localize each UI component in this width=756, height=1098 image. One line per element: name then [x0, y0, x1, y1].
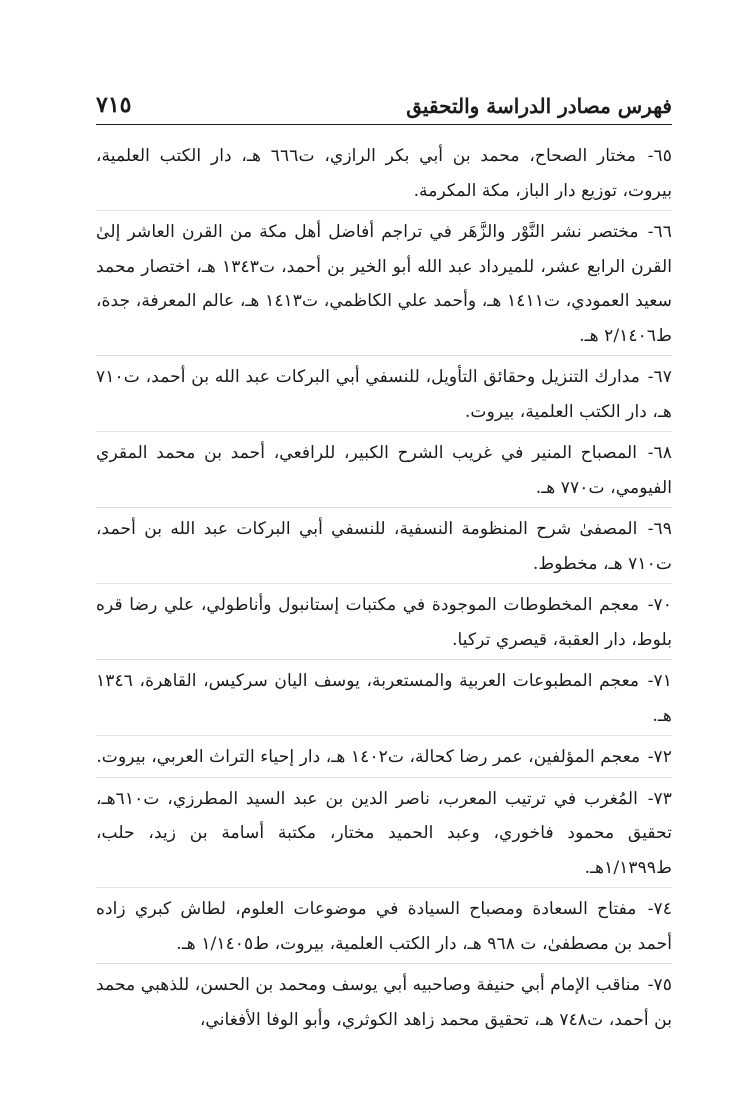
entry-number: ٧٢-: [647, 747, 672, 767]
bibliography-entry: [96, 777, 672, 888]
bibliography-list: [96, 135, 672, 1039]
entry-number: ٦٩-: [647, 519, 672, 539]
bibliography-entry: [96, 210, 672, 355]
bibliography-entry: [96, 355, 672, 431]
bibliography-entry: [96, 887, 672, 963]
entry-text: مختصر نشر النَّوْر والزَّهَر في تراجم أفاضل أهل مكة من القرن العاشر إلىٰ القرن الرابع عشر، للميرداد عبد الله أبو الخير بن أحمد، ت١٣٤٣ هـ، اختصار محمد سعيد العمودي، ت١٤١١ هـ، وأحمد علي الكاظمي، ت١٤١٣ هـ، عالم المعرفة، جدة، ط٢/١٤٠٦ هـ.: [96, 222, 672, 346]
page-header: [96, 84, 672, 125]
entry-text: المصباح المنير في غريب الشرح الكبير، للرافعي، أحمد بن محمد المقري الفيومي، ت٧٧٠ هـ.: [96, 443, 672, 498]
bibliography-entry: [96, 583, 672, 659]
page-number: ٧١٥: [96, 92, 132, 118]
entry-text: مفتاح السعادة ومصباح السيادة في موضوعات العلوم، لطاش كبري زاده أحمد بن مصطفىٰ، ت ٩٦٨ هـ، دار الكتب العلمية، بيروت، ط١/١٤٠٥ هـ.: [96, 899, 672, 954]
bibliography-entry: [96, 659, 672, 735]
entry-number: ٧٥-: [647, 975, 672, 995]
entry-text: المصفىٰ شرح المنظومة النسفية، للنسفي أبي البركات عبد الله بن أحمد، ت٧١٠ هـ، مخطوط.: [96, 519, 672, 574]
book-page: [96, 84, 672, 1039]
entry-text: مختار الصحاح، محمد بن أبي بكر الرازي، ت٦٦٦ هـ، دار الكتب العلمية، بيروت، توزيع دار الباز، مكة المكرمة.: [96, 146, 672, 201]
bibliography-entry: [96, 963, 672, 1039]
entry-text: معجم المطبوعات العربية والمستعربة، يوسف اليان سركيس، القاهرة، ١٣٤٦ هـ.: [96, 671, 672, 726]
entry-text: مناقب الإمام أبي حنيفة وصاحبيه أبي يوسف ومحمد بن الحسن، للذهبي محمد بن أحمد، ت٧٤٨ هـ، تحقيق محمد زاهد الكوثري، وأبو الوفا الأفغاني،: [96, 975, 672, 1030]
entry-text: المُغرب في ترتيب المعرب، ناصر الدين بن عبد السيد المطرزي، ت٦١٠هـ، تحقيق محمود فاخوري، وعبد الحميد مختار، مكتبة أسامة بن زيد، حلب، ط١/١٣٩٩هـ.: [96, 788, 672, 878]
entry-number: ٦٦-: [647, 222, 672, 242]
bibliography-entry: [96, 735, 672, 777]
bibliography-entry: [96, 135, 672, 210]
entry-text: معجم المخطوطات الموجودة في مكتبات إستانبول وأناطولي، علي رضا قره بلوط، دار العقبة، قيصري تركيا.: [96, 595, 672, 650]
entry-number: ٦٧-: [647, 367, 673, 387]
entry-number: ٧١-: [647, 671, 672, 691]
entry-number: ٧٣-: [647, 788, 673, 809]
bibliography-entry: [96, 431, 672, 507]
entry-number: ٦٨-: [647, 443, 673, 463]
entry-text: معجم المؤلفين، عمر رضا كحالة، ت١٤٠٢ هـ، دار إحياء التراث العربي، بيروت.: [96, 747, 641, 767]
entry-number: ٧٤-: [647, 899, 672, 919]
entry-number: ٦٥-: [647, 146, 672, 166]
bibliography-entry: [96, 507, 672, 583]
entry-text: مدارك التنزيل وحقائق التأويل، للنسفي أبي البركات عبد الله بن أحمد، ت٧١٠ هـ، دار الكتب العلمية، بيروت.: [96, 367, 672, 422]
entry-number: ٧٠-: [647, 595, 672, 615]
running-title: فهرس مصادر الدراسة والتحقيق: [406, 94, 672, 118]
